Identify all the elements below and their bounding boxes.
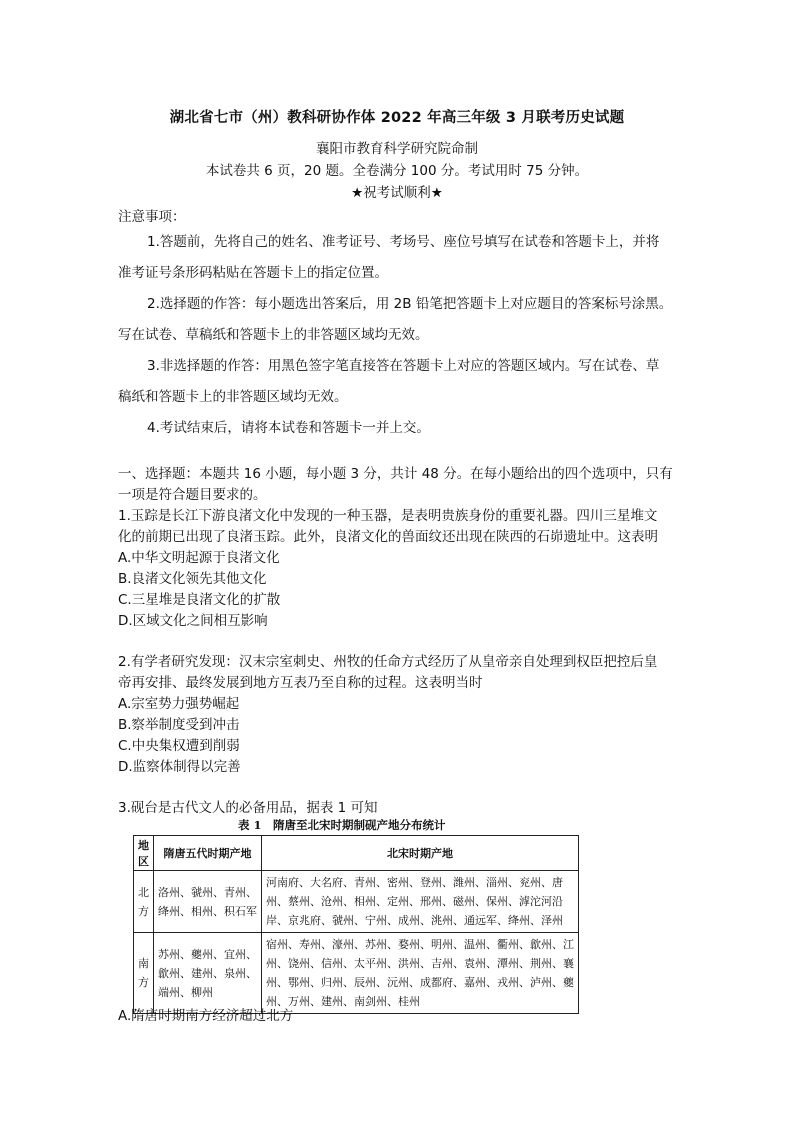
table-row xyxy=(134,871,579,933)
sui-tang-cell xyxy=(154,871,262,933)
cell-text-line: 苏州、夔州、宜州、 xyxy=(158,947,257,961)
notice-heading: 注意事项： xyxy=(118,209,186,225)
question-2-option-a: A.宗室势力强势崛起 xyxy=(118,696,240,712)
notice-line: 稿纸和答题卡上的非答题区域均无效。 xyxy=(118,389,348,405)
header-region: 地区 xyxy=(134,836,154,871)
question-2-option-b: B.察举制度受到冲击 xyxy=(118,717,240,733)
question-1-stem: 化的前期已出现了良渚玉踪。此外，良渚文化的兽面纹还出现在陕西的石峁遗址中。这表明 xyxy=(118,529,658,545)
cell-text-line: 岸、京兆府、虢州、宁州、成州、洮州、通远军、绛州、泽州 xyxy=(266,914,563,927)
cell-text-line: 州、蔡州、沧州、相州、定州、邢州、磁州、保州、滹沱河沿 xyxy=(266,895,563,908)
exam-info: 本试卷共 6 页，20 题。全卷满分 100 分。考试用时 75 分钟。 xyxy=(205,163,589,179)
question-1-option-b: B.良渚文化领先其他文化 xyxy=(118,571,267,587)
notice-line: 4.考试结束后，请将本试卷和答题卡一并上交。 xyxy=(147,420,430,436)
question-2-stem: 2.有学者研究发现：汉末宗室刺史、州牧的任命方式经历了从皇帝亲自处理到权臣把控后皇 xyxy=(118,654,658,670)
cell-text-line: 端州、柳州 xyxy=(158,985,213,999)
notice-line: 写在试卷、草稿纸和答题卡上的非答题区域均无效。 xyxy=(118,327,429,343)
cell-text-line: 州、饶州、信州、太平州、洪州、吉州、袁州、潭州、荆州、襄 xyxy=(266,957,574,970)
northern-song-cell xyxy=(262,871,579,933)
question-3-option-a: A.隋唐时期南方经济超过北方 xyxy=(118,1008,294,1024)
table-header-row xyxy=(134,836,579,871)
notice-line: 准考证号条形码粘贴在答题卡上的指定位置。 xyxy=(118,265,388,281)
notice-line: 1.答题前，先将自己的姓名、准考证号、考场号、座位号填写在试卷和答题卡上，并将 xyxy=(147,234,660,250)
section-intro: 一、选择题：本题共 16 小题，每小题 3 分，共计 48 分。在每小题给出的四个选项中，只有 xyxy=(118,466,673,482)
section-intro: 一项是符合题目要求的。 xyxy=(118,487,267,503)
cell-text-line: 绛州、相州、积石军 xyxy=(158,904,257,918)
exam-maker: 襄阳市教育科学研究院命制 xyxy=(316,141,478,157)
question-1-option-d: D.区域文化之间相互影响 xyxy=(118,613,268,629)
cell-text-line: 歙州、建州、泉州、 xyxy=(158,966,257,980)
question-2-option-c: C.中央集权遭到削弱 xyxy=(118,738,240,754)
table-row xyxy=(134,933,579,1014)
exam-wish: ★祝考试顺利★ xyxy=(351,185,443,201)
cell-text-line: 州、鄂州、归州、辰州、沅州、成都府、嘉州、戎州、泸州、夔 xyxy=(266,976,574,989)
notice-line: 3.非选择题的作答：用黑色签字笔直接答在答题卡上对应的答题区域内。写在试卷、草 xyxy=(147,358,660,374)
sui-tang-cell xyxy=(154,933,262,1014)
notice-line: 2.选择题的作答：每小题选出答案后，用 2B 铅笔把答题卡上对应题目的答案标号涂黑。 xyxy=(147,296,673,312)
region-cell: 北方 xyxy=(134,871,154,933)
cell-text-line: 宿州、寿州、濠州、苏州、婺州、明州、温州、衢州、歙州、江 xyxy=(266,938,574,951)
table-caption: 表 1 隋唐至北宋时期制砚产地分布统计 xyxy=(238,818,446,832)
production-table xyxy=(133,835,579,1014)
region-cell: 南方 xyxy=(134,933,154,1014)
question-1-option-a: A.中华文明起源于良渚文化 xyxy=(118,550,280,566)
header-sui-tang: 隋唐五代时期产地 xyxy=(154,836,262,871)
question-2-option-d: D.监察体制得以完善 xyxy=(118,759,241,775)
question-1-option-c: C.三星堆是良渚文化的扩散 xyxy=(118,592,281,608)
header-northern-song: 北宋时期产地 xyxy=(262,836,579,871)
northern-song-cell xyxy=(262,933,579,1014)
question-1-stem: 1.玉踪是长江下游良渚文化中发现的一种玉器，是表明贵族身份的重要礼器。四川三星堆文 xyxy=(118,508,658,524)
question-3-stem: 3.砚台是古代文人的必备用品，据表 1 可知 xyxy=(118,800,378,816)
cell-text-line: 洛州、虢州、青州、 xyxy=(158,885,257,899)
cell-text-line: 州、万州、建州、南剑州、桂州 xyxy=(266,995,420,1008)
exam-title: 湖北省七市（州）教科研协作体 2022 年高三年级 3 月联考历史试题 xyxy=(169,110,625,126)
cell-text-line: 河南府、大名府、青州、密州、登州、潍州、淄州、兖州、唐 xyxy=(266,876,563,889)
question-2-stem: 帝再安排、最终发展到地方互表乃至自称的过程。这表明当时 xyxy=(118,675,483,691)
